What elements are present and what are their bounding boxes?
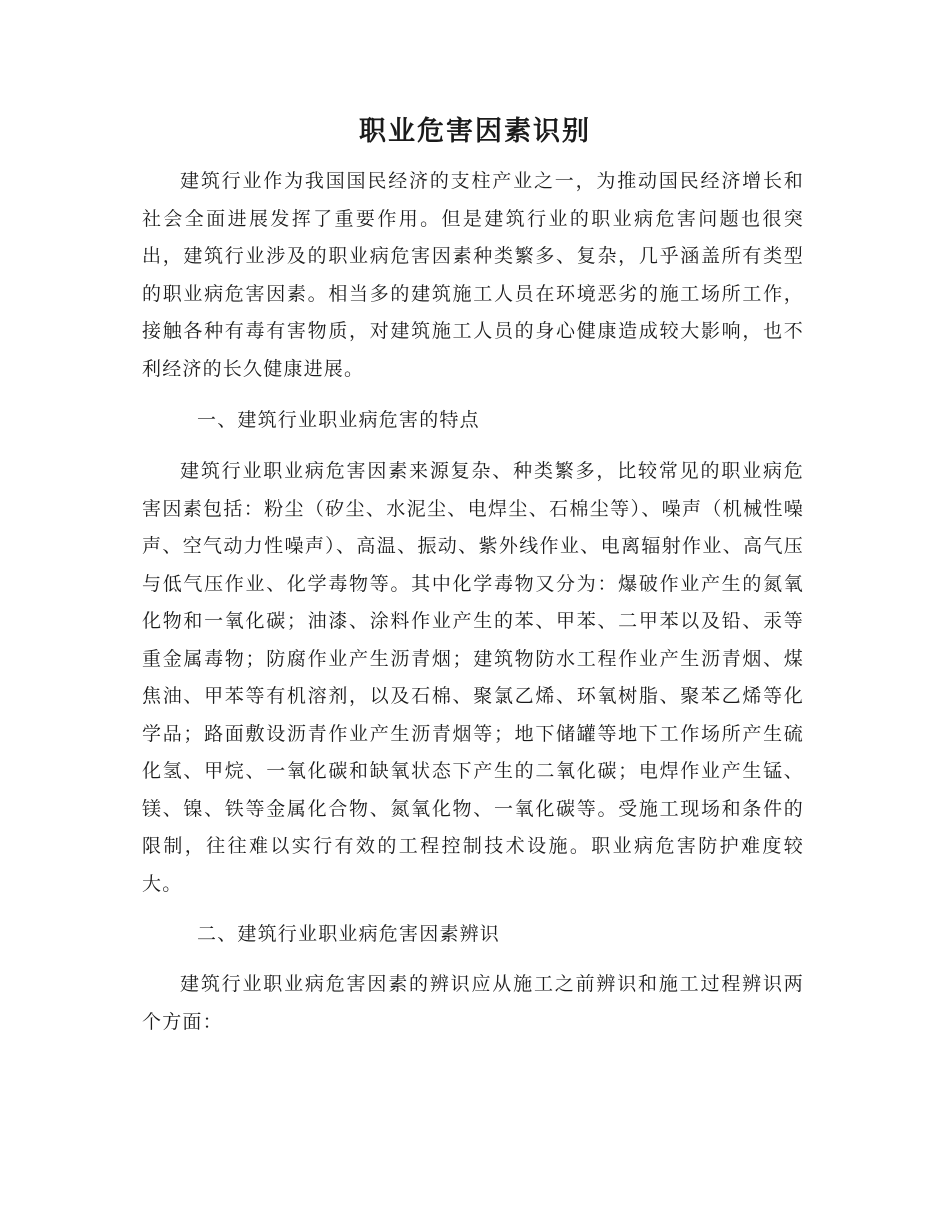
section-heading-2: 二、建筑行业职业病危害因素辨识: [197, 923, 501, 945]
paragraph-intro: 建筑行业作为我国国民经济的支柱产业之一，为推动国民经济增长和社会全面进展发挥了重要作用。但是建筑行业的职业病危害问题也很突出，建筑行业涉及的职业病危害因素种类繁多、复杂，几乎涵盖所有类型的职业病危害因素。相当多的建筑施工人员在环境恶劣的施工场所工作，接触各种有毒有害物质，对建筑施工人员的身心健康造成较大影响，也不利经济的长久健康进展。: [142, 170, 804, 380]
section-heading-1: 一、建筑行业职业病危害的特点: [197, 409, 480, 431]
paragraph-identification: 建筑行业职业病危害因素的辨识应从施工之前辨识和施工过程辨识两个方面：: [142, 973, 804, 1033]
document-title: 职业危害因素识别: [359, 116, 591, 147]
paragraph-characteristics: 建筑行业职业病危害因素来源复杂、种类繁多，比较常见的职业病危害因素包括：粉尘（矽尘、水泥尘、电焊尘、石棉尘等）、噪声（机械性噪声、空气动力性噪声）、高温、振动、紫外线作业、电离辐射作业、高气压与低气压作业、化学毒物等。其中化学毒物又分为：爆破作业产生的氮氧化物和一氧化碳；油漆、涂料作业产生的苯、甲苯、二甲苯以及铅、汞等重金属毒物；防腐作业产生沥青烟；建筑物防水工程作业产生沥青烟、煤焦油、甲苯等有机溶剂，以及石棉、聚氯乙烯、环氧树脂、聚苯乙烯等化学品；路面敷设沥青作业产生沥青烟等；地下储罐等地下工作场所产生硫化氢、甲烷、一氧化碳和缺氧状态下产生的二氧化碳；电焊作业产生锰、镁、镍、铁等金属化合物、氮氧化物、一氧化碳等。受施工现场和条件的限制，往往难以实行有效的工程控制技术设施。职业病危害防护难度较大。: [142, 460, 804, 895]
